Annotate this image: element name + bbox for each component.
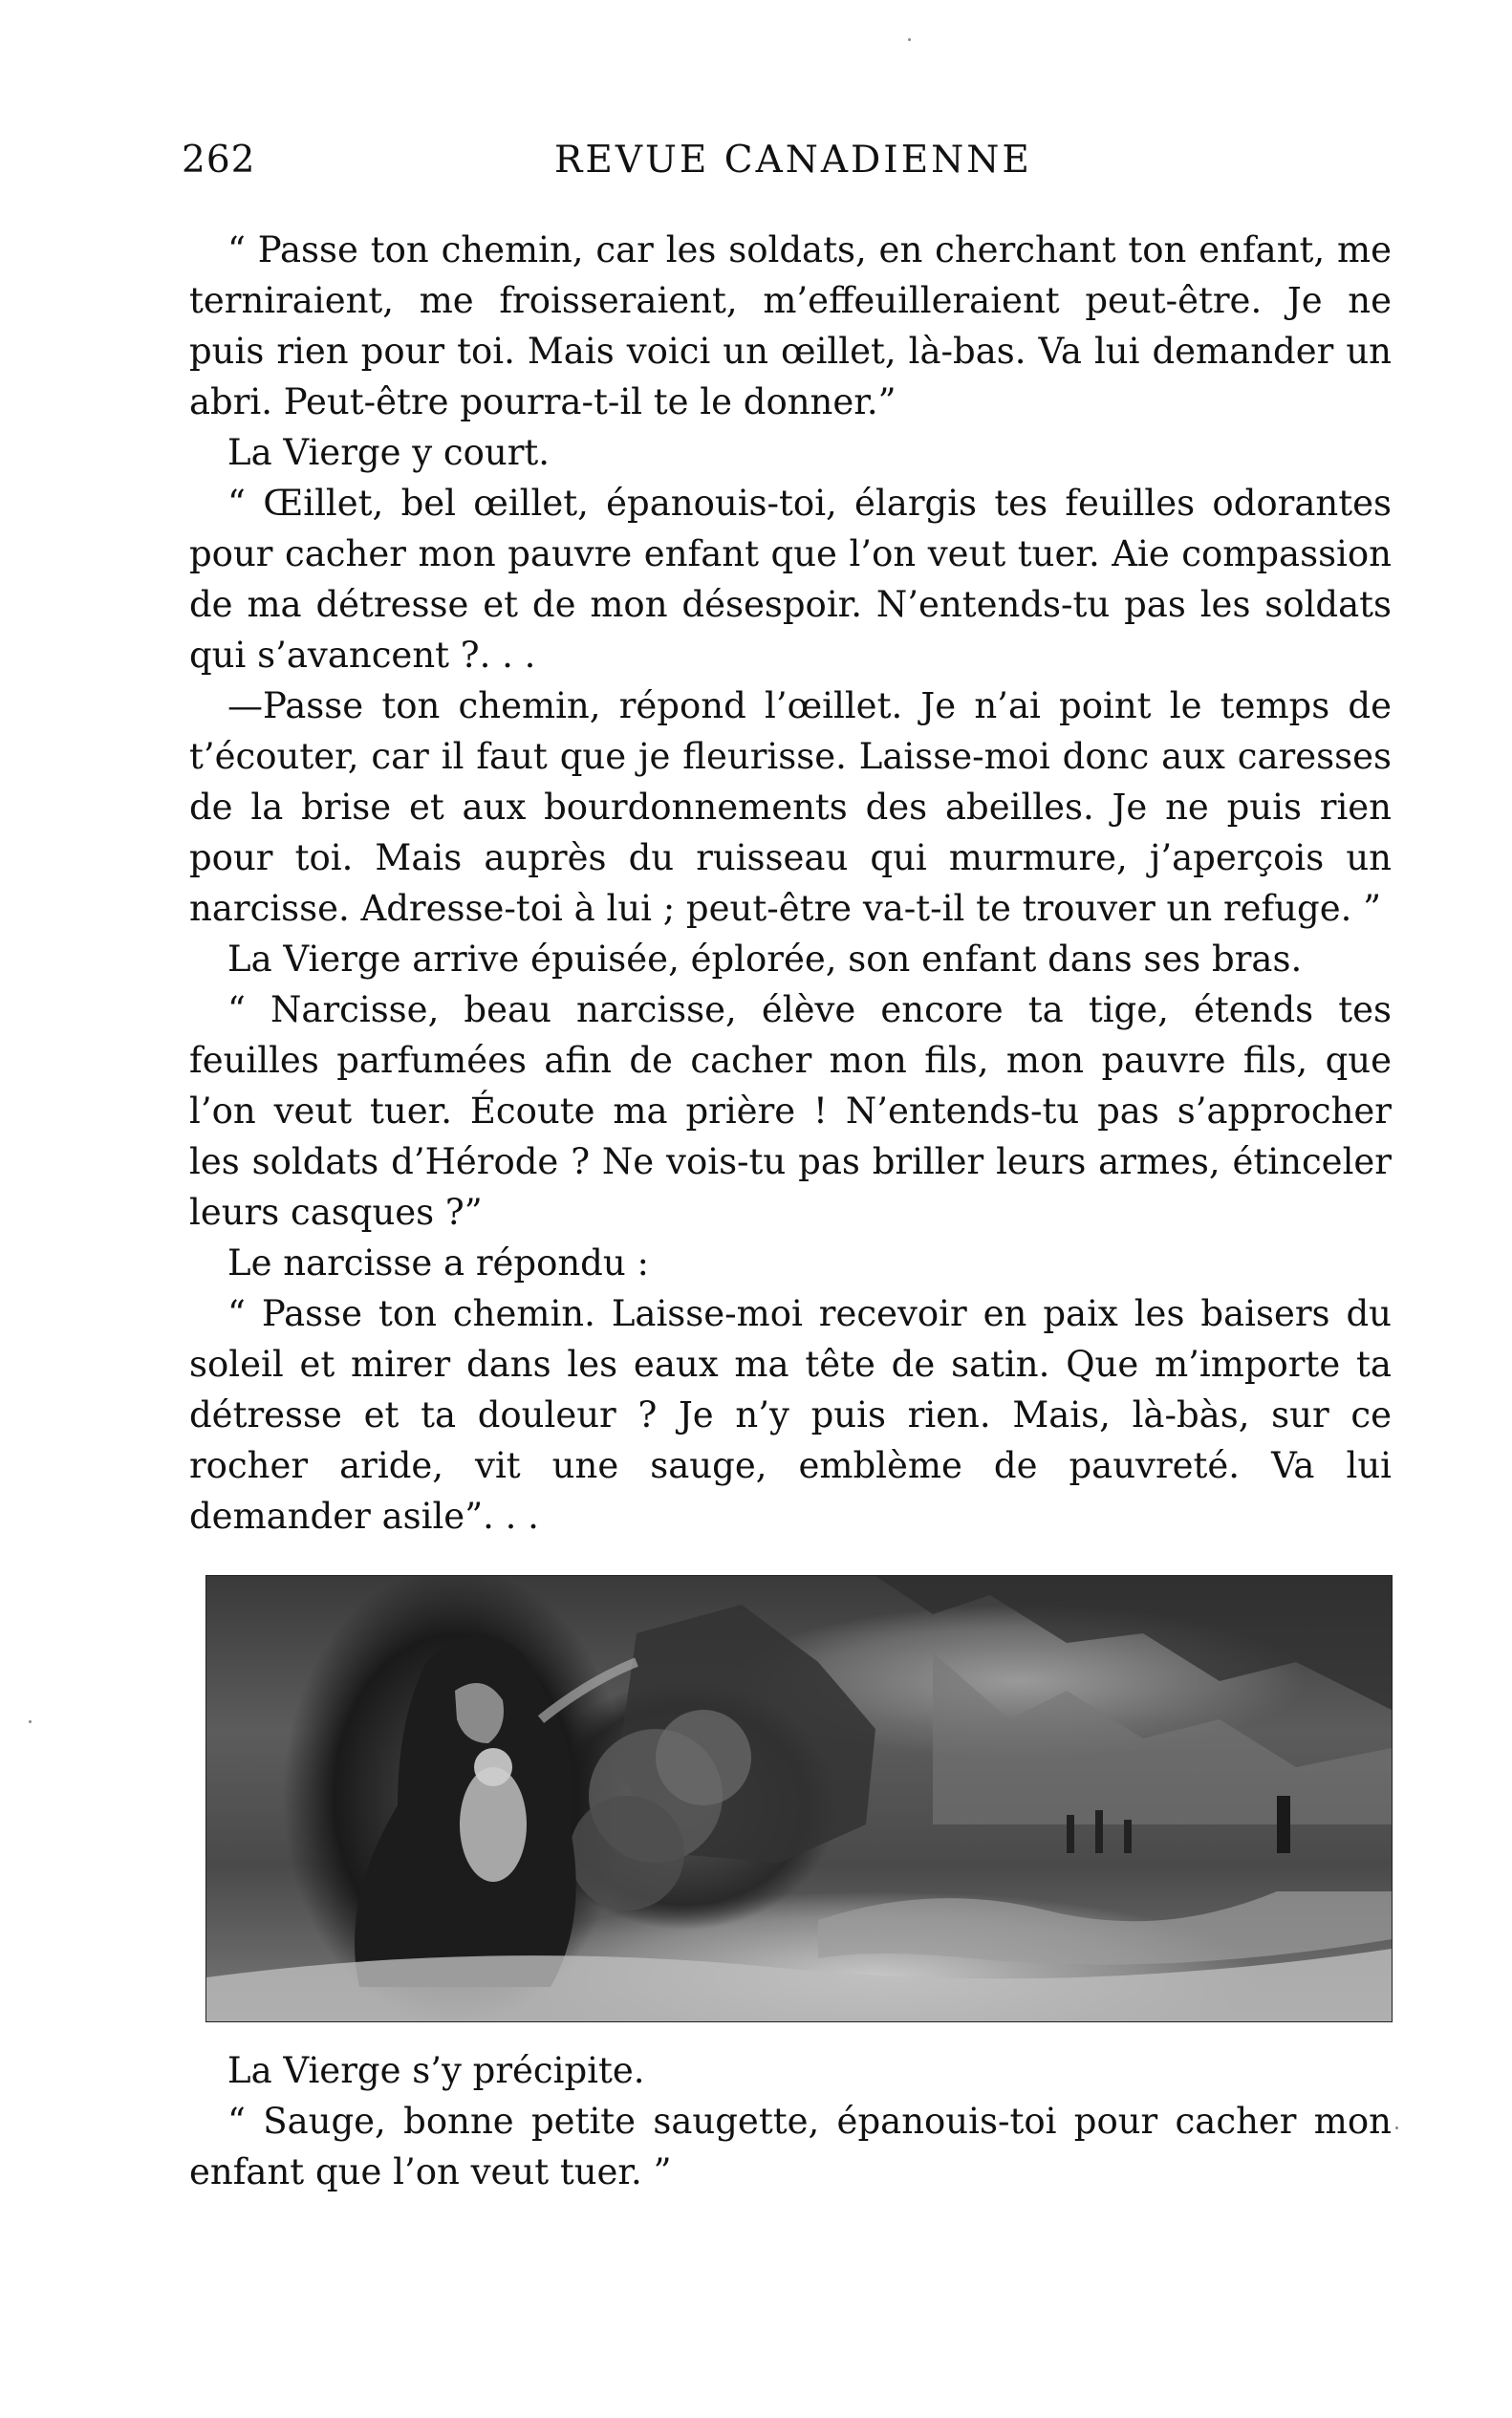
paragraph: La Vierge s’y précipite. <box>227 2050 645 2091</box>
paragraph: “ Œillet, bel œillet, épanouis-toi, élargis tes feuilles odorantes pour cacher mon pauvre enfant que l’on veut tuer. Aie compassion de ma détresse et de mon désespoir. N’entends-tu pas les soldats qui s’avancent ?. . . <box>189 483 1392 676</box>
paper-speck <box>29 1720 32 1723</box>
paragraph: —Passe ton chemin, répond l’œillet. Je n’ai point le temps de t’écouter, car il faut que je fleurisse. Laisse-moi donc aux caresses de la brise et aux bourdonnements des abeilles. Je ne puis rien pour toi. Mais auprès du ruisseau qui murmure, j’aperçois un narcisse. Adresse-toi à lui ; peut-être va-t-il te trouver un refuge. ” <box>189 685 1392 929</box>
paragraph: “ Passe ton chemin. Laisse-moi recevoir en paix les baisers du soleil et mirer dans les eaux ma tête de satin. Que m’importe ta détresse et ta douleur ? Je n’y puis rien. Mais, là-bàs, sur ce rocher aride, vit une sauge, emblème de pauvreté. Va lui demander asile”. . . <box>189 1293 1392 1537</box>
paragraph: “ Narcisse, beau narcisse, élève encore ta tige, étends tes feuilles parfumées afin de cacher mon fils, mon pauvre fils, que l’on veut tuer. Écoute ma prière ! N’entends-tu pas s’approcher les soldats d’Hérode ? Ne vois-tu pas briller leurs armes, étinceler leurs casques ?” <box>189 989 1392 1233</box>
illustration-virgin-and-child <box>205 1575 1393 2022</box>
page-header <box>182 139 1395 196</box>
body-text-continued <box>189 2045 1392 2197</box>
paper-speck <box>1395 2127 1398 2129</box>
paragraph: La Vierge y court. <box>227 432 551 473</box>
running-title: REVUE CANADIENNE <box>554 139 1032 182</box>
paragraph: “ Passe ton chemin, car les soldats, en cherchant ton enfant, me terniraient, me froisseraient, m’effeuilleraient peut-être. Je ne puis rien pour toi. Mais voici un œillet, là-bas. Va lui demander un abri. Peut-être pourra-t-il te le donner.” <box>189 229 1392 422</box>
body-text <box>189 225 1392 1542</box>
paragraph: Le narcisse a répondu : <box>227 1242 649 1284</box>
paragraph: La Vierge arrive épuisée, éplorée, son enfant dans ses bras. <box>227 939 1303 980</box>
page-number: 262 <box>182 139 256 182</box>
illustration-drawing <box>206 1576 1392 2021</box>
paragraph: “ Sauge, bonne petite saugette, épanouis-toi pour cacher mon enfant que l’on veut tuer. ” <box>189 2101 1392 2192</box>
paper-speck <box>908 38 911 41</box>
